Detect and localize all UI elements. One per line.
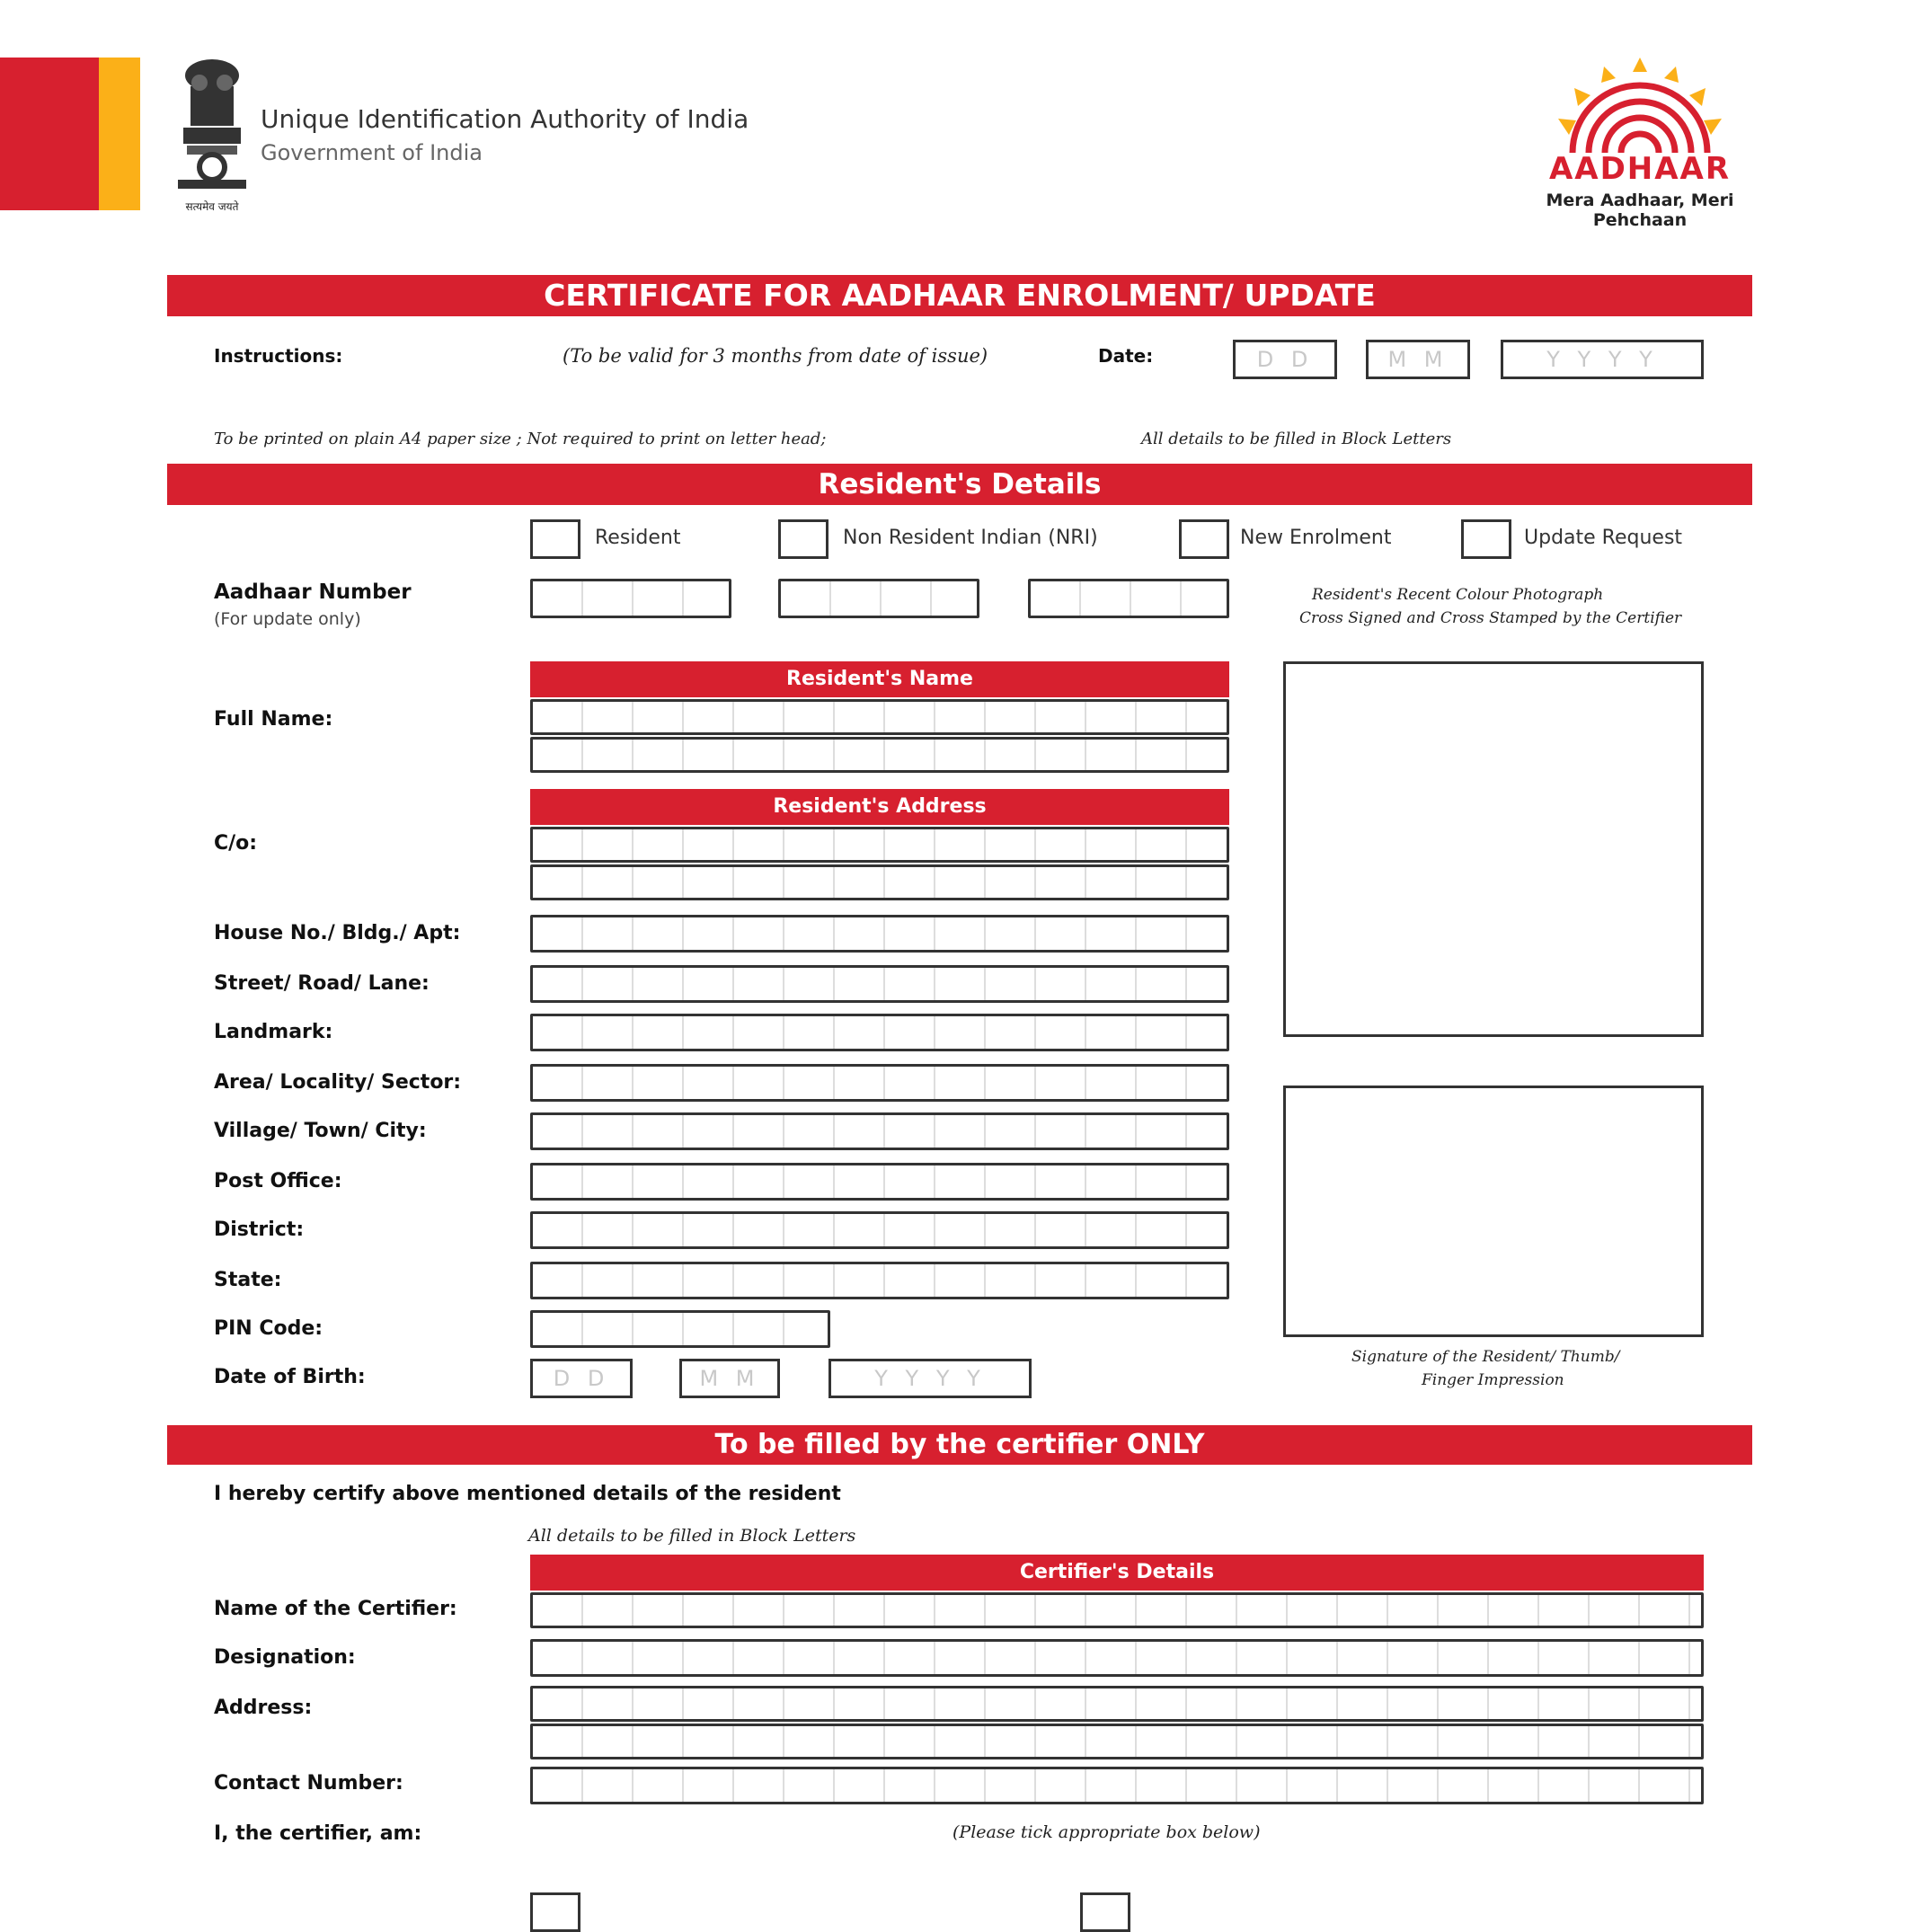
landmark-field[interactable] [530,1014,1229,1051]
contact-number-label: Contact Number: [214,1772,403,1795]
date-year-field[interactable]: Y Y Y Y [1501,340,1704,379]
certifier-type-checkbox-1[interactable] [530,1892,580,1932]
resident-address-header: Resident's Address [530,789,1229,825]
certifier-i-am-label: I, the certifier, am: [214,1822,422,1845]
instructions-label: Instructions: [214,345,343,367]
resident-details-title: Resident's Details [167,464,1752,505]
print-note: To be printed on plain A4 paper size ; Not required to print on letter head; [214,430,827,448]
photograph-box[interactable] [1283,661,1704,1037]
nri-checkbox[interactable] [778,519,828,559]
co-label: C/o: [214,832,258,855]
designation-field[interactable] [530,1639,1704,1677]
emblem-motto: सत्यमेव जयते [185,200,239,213]
designation-label: Designation: [214,1646,356,1669]
signature-note-line1: Signature of the Resident/ Thumb/ [1351,1348,1620,1366]
post-office-field[interactable] [530,1163,1229,1201]
photo-note-line2: Cross Signed and Cross Stamped by the Certifier [1299,609,1682,627]
header-red-block [0,58,99,210]
validity-note: (To be valid for 3 months from date of issue) [563,345,988,367]
district-label: District: [214,1219,305,1241]
date-month-field[interactable]: M M [1366,340,1470,379]
co-field-line2[interactable] [530,864,1229,900]
emblem-icon [164,56,261,213]
dob-day-field[interactable]: D D [530,1359,633,1398]
org-name: Unique Identification Authority of India [261,104,749,134]
aadhaar-number-field-2[interactable] [778,579,979,618]
aadhaar-fingerprint-icon [1519,54,1761,162]
certifier-block-note: All details to be filled in Block Letters [528,1526,856,1546]
district-field[interactable] [530,1211,1229,1249]
full-name-field-line2[interactable] [530,737,1229,773]
date-label: Date: [1098,345,1154,367]
village-label: Village/ Town/ City: [214,1120,427,1142]
signature-box[interactable] [1283,1086,1704,1337]
resident-name-header: Resident's Name [530,661,1229,697]
update-request-checkbox[interactable] [1461,519,1511,559]
aadhaar-number-field-1[interactable] [530,579,731,618]
landmark-label: Landmark: [214,1021,333,1043]
village-field[interactable] [530,1112,1229,1150]
area-label: Area/ Locality/ Sector: [214,1071,462,1094]
aadhaar-tagline: Mera Aadhaar, Meri Pehchaan [1546,191,1734,230]
certifier-type-checkbox-2[interactable] [1080,1892,1130,1932]
dob-month-field[interactable]: M M [679,1359,780,1398]
full-name-field-line1[interactable] [530,699,1229,735]
aadhaar-number-sub: (For update only) [214,609,361,629]
full-name-label: Full Name: [214,708,333,731]
certifier-address-field-line2[interactable] [530,1724,1704,1759]
date-day-field[interactable]: D D [1233,340,1337,379]
certifier-address-label: Address: [214,1697,313,1719]
certifier-name-label: Name of the Certifier: [214,1598,457,1620]
update-request-label: Update Request [1524,527,1683,549]
house-label: House No./ Bldg./ Apt: [214,922,461,944]
contact-number-field[interactable] [530,1767,1704,1804]
dob-year-field[interactable]: Y Y Y Y [828,1359,1032,1398]
signature-note-line2: Finger Impression [1422,1371,1564,1389]
block-letters-note: All details to be filled in Block Letters [1141,430,1452,448]
state-label: State: [214,1269,282,1291]
new-enrolment-label: New Enrolment [1240,527,1392,549]
nri-option-label: Non Resident Indian (NRI) [843,527,1098,549]
header-yellow-block [99,58,140,210]
pin-code-label: PIN Code: [214,1317,323,1340]
org-sub: Government of India [261,140,483,165]
street-label: Street/ Road/ Lane: [214,972,430,995]
post-office-label: Post Office: [214,1170,342,1192]
pin-code-field[interactable] [530,1310,830,1348]
aadhaar-number-label: Aadhaar Number [214,580,412,604]
resident-option-label: Resident [595,527,681,549]
co-field-line1[interactable] [530,827,1229,863]
house-field[interactable] [530,915,1229,953]
resident-checkbox[interactable] [530,519,580,559]
certifier-name-field[interactable] [530,1592,1704,1628]
state-field[interactable] [530,1262,1229,1299]
street-field[interactable] [530,965,1229,1003]
certifier-section-title: To be filled by the certifier ONLY [167,1425,1752,1465]
certify-statement: I hereby certify above mentioned details of the resident [214,1483,841,1505]
aadhaar-logo [1519,54,1761,230]
aadhaar-number-field-3[interactable] [1028,579,1229,618]
certifier-details-header: Certifier's Details [530,1555,1704,1591]
aadhaar-logo-text: AADHAAR [1548,151,1732,187]
certificate-title: CERTIFICATE FOR AADHAAR ENROLMENT/ UPDATE [167,275,1752,316]
photo-note-line1: Resident's Recent Colour Photograph [1312,586,1604,604]
certifier-address-field-line1[interactable] [530,1686,1704,1722]
dob-label: Date of Birth: [214,1366,366,1388]
new-enrolment-checkbox[interactable] [1179,519,1229,559]
tick-note: (Please tick appropriate box below) [952,1822,1261,1842]
area-field[interactable] [530,1064,1229,1102]
